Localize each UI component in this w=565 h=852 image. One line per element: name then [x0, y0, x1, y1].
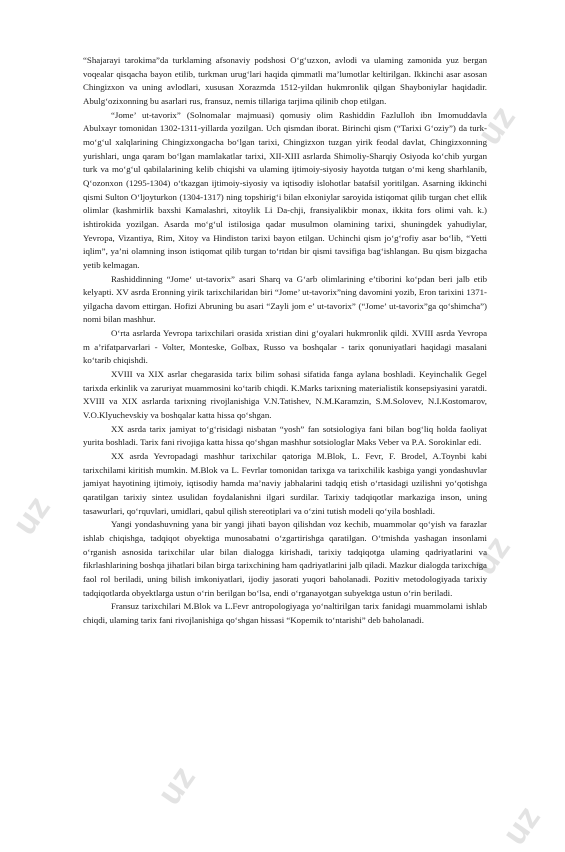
paragraph: Rashiddinning “Jome‘ ut-tavorix” asari Sharq va G‘arb olimlarining e’tiborini ko‘pdan beri jalb etib kelyapti. XV asrda Eronning yirik tarixchilaridan biri “Jome’ ut-tavorix”ning davomini yozib, Eron tarixini 1371-yilgacha davom ettirgan. Hofizi Abruning bu asari “Zayli jom e’ ut-tavorix” (“Jome’ ut-tavorix”ga qo‘shimcha”) nomi bilan mashhur.	[83, 273, 487, 325]
paragraph: Yangi yondashuvning yana bir yangi jihati bayon qilishdan voz kechib, muammolar qo‘yish va farazlar ishlab chiqishga, tadqiqot obyektiga munosabatni o‘zgartirishga qaratilgan. O‘tmishda yashagan insonlami o‘rganish asnosida tarixchilar ular bilan dialogga kirishadi, tarixiy tadqiqotga ulaming qadriyatlarini va fikrlashlarining boshqa jihatlari bilan birga tarixchining ham qadriyatlarini jalb qiladi. Mazkur dialogda tarixchiga faol rol beriladi, uning bilish imkoniyatlari, ijodiy jasorati yuqori baholanadi. Pozitiv metodologiyada tarixiy tadqiqotlarda obyektlarga ustun o‘rin berilgan bo‘lsa, endi o‘rganayotgan subyektga ustun o‘rin beriladi.	[83, 519, 487, 598]
paragraph: XVIII va XIX asrlar chegarasida tarix bilim sohasi sifatida fanga aylana boshladi. Keyinchalik Gegel tarixda erkinlik va zaruriyat muammosini ko‘tarib chiqdi. K.Marks tarixning materialistik konsepsiyasini yaratdi. XVIII va XIX asrlarda tarixning rivojlanishiga V.N.Tatishev, N.M.Karamzin, S.M.Solovev, N.I.Kostomarov, V.O.Klyuchevskiy va boshqalar katta hissa qo‘shgan.	[83, 369, 487, 421]
watermark: uz	[465, 529, 518, 582]
paragraph: Fransuz tarixchilari M.Blok va L.Fevr antropologiyaga yo‘naltirilgan tarix fanidagi muammolami ishlab chiqdi, ulaming tarix fani rivojlanishiga qo‘shgan hissasi “Kopemik to‘ntarishi” deb baholanadi.	[83, 601, 487, 625]
watermark: uz	[470, 99, 523, 152]
watermark: uz	[495, 799, 548, 852]
document-body	[83, 54, 487, 628]
paragraph: XX asrda tarix jamiyat to‘g‘risidagi nisbatan “yosh” fan sotsiologiya fani bilan bog‘liq holda faoliyat yurita boshladi. Tarix fani rivojiga katta hissa qo‘shgan mashhur sotsiologlar Maks Veber va P.A. Sorokinlar edi.	[83, 423, 487, 448]
paragraph: “Jome’ ut-tavorix” (Solnomalar majmuasi) qomusiy olim Rashiddin Fazlulloh ibn Imomuddavla Abulxayr tomonidan 1302-1311-yillarda yozilgan. Uch qismdan iborat. Birinchi qism (“Tarixi G‘oziy”) da turk-mo‘g‘ul xalqlarining Chingizxongacha bo‘lgan tarixi, Chingizxon tuzgan yirik feodal davlat, Chingizxonning yurishlari, unga qaram bo‘lgan mamlakatlar tarixi, XII-XIII asrlarda Shimoliy-Sharqiy Osiyoda ko‘chib yurgan turk va mo‘g‘ul qabilalarining kelib chiqishi va ulaming ijtimoiy-siyosiy hayotda tutgan o‘mi keng sharhlanib, Q‘ozonxon (1295-1304) o‘tkazgan ijtimoiy-siyosiy va iqtisodiy islohotlar batafsil yoritilgan. Asarning ikkinchi qismi Sulton O‘ljoyturkon (1304-1317) ning topshirig‘i bilan elxoniylar saroyida istiqomat qilib turgan chet ellik olimlar (kashmirlik baxshi Kamalashri, xitoylik Li Da-chji, fransiyalikbir monax, ikkita fors olimi vah. k.) ishtirokida yozilgan. Asarda mo‘g‘ul istilosiga qadar musulmon olamining tarixi, shuningdek yahudiylar, Yevropa, Vizantiya, Rim, Xitoy va Hindiston tarixi bayon etilgan. Uchinchi qism jo‘g‘rofiy asar bo‘lib, “Yetti iqlim”, ya’ni olamning inson istiqomat qilib turgan to‘rtdan bir qismi tavsifiga bag‘ishlangan. Bu qism bizgacha yetib kelmagan.	[83, 109, 487, 270]
paragraph: O‘rta asrlarda Yevropa tarixchilari orasida xristian dini g‘oyalari hukmronlik qildi. XVIII asrda Yevropa m a’rifatparvarlari - Volter, Monteske, Golbax, Russo va boshqalar - tarix qonuniyatlari haqidagi masalani ko‘tarib chiqishdi.	[83, 328, 487, 366]
paragraph: XX asrda Yevropadagi mashhur tarixchilar qatoriga M.Blok, L. Fevr, F. Brodel, A.Toynbi kabi tarixchilami kiritish mumkin. M.Blok va L. Fevrlar tomonidan tarixga va tarixchilik kasbiga yangi yondashuvlar jamiyat hayotining ijtimoiy, iqtisodiy hamda ma’naviy jabhalarini tadqiq etish o‘rtasidagi uzilishni yo‘qotishga qaratilgan tarixiy sintez usulidan foydalanishni ilgari surdilar. Tarixiy tadqiqotlar markaziga inson, uning tasawurlari, qo‘rquvlari, umidlari, qabul qilish stereotiplari va o‘zini tutish modeli qo‘yila boshladi.	[83, 451, 487, 516]
watermark: uz	[5, 489, 58, 542]
paragraph: “Shajarayi tarokima”da turklaming afsonaviy podshosi O‘g‘uzxon, avlodi va ulaming zamonida yuz bergan voqealar qisqacha bayon etilib, turkman urug‘lari haqida qimmatli ma’lumotlar keltirilgan. Ikkinchi asar asosan Chingizxon va uning avlodlari, xususan Xorazmda 1512-yildan hukmronlik qilgan Shayboniylar haqidadir. Abulg‘ozixonning bu asarlari rus, fransuz, nemis tillariga tarjima qilinib chop etilgan.	[83, 55, 487, 106]
watermark: uz	[150, 759, 203, 812]
